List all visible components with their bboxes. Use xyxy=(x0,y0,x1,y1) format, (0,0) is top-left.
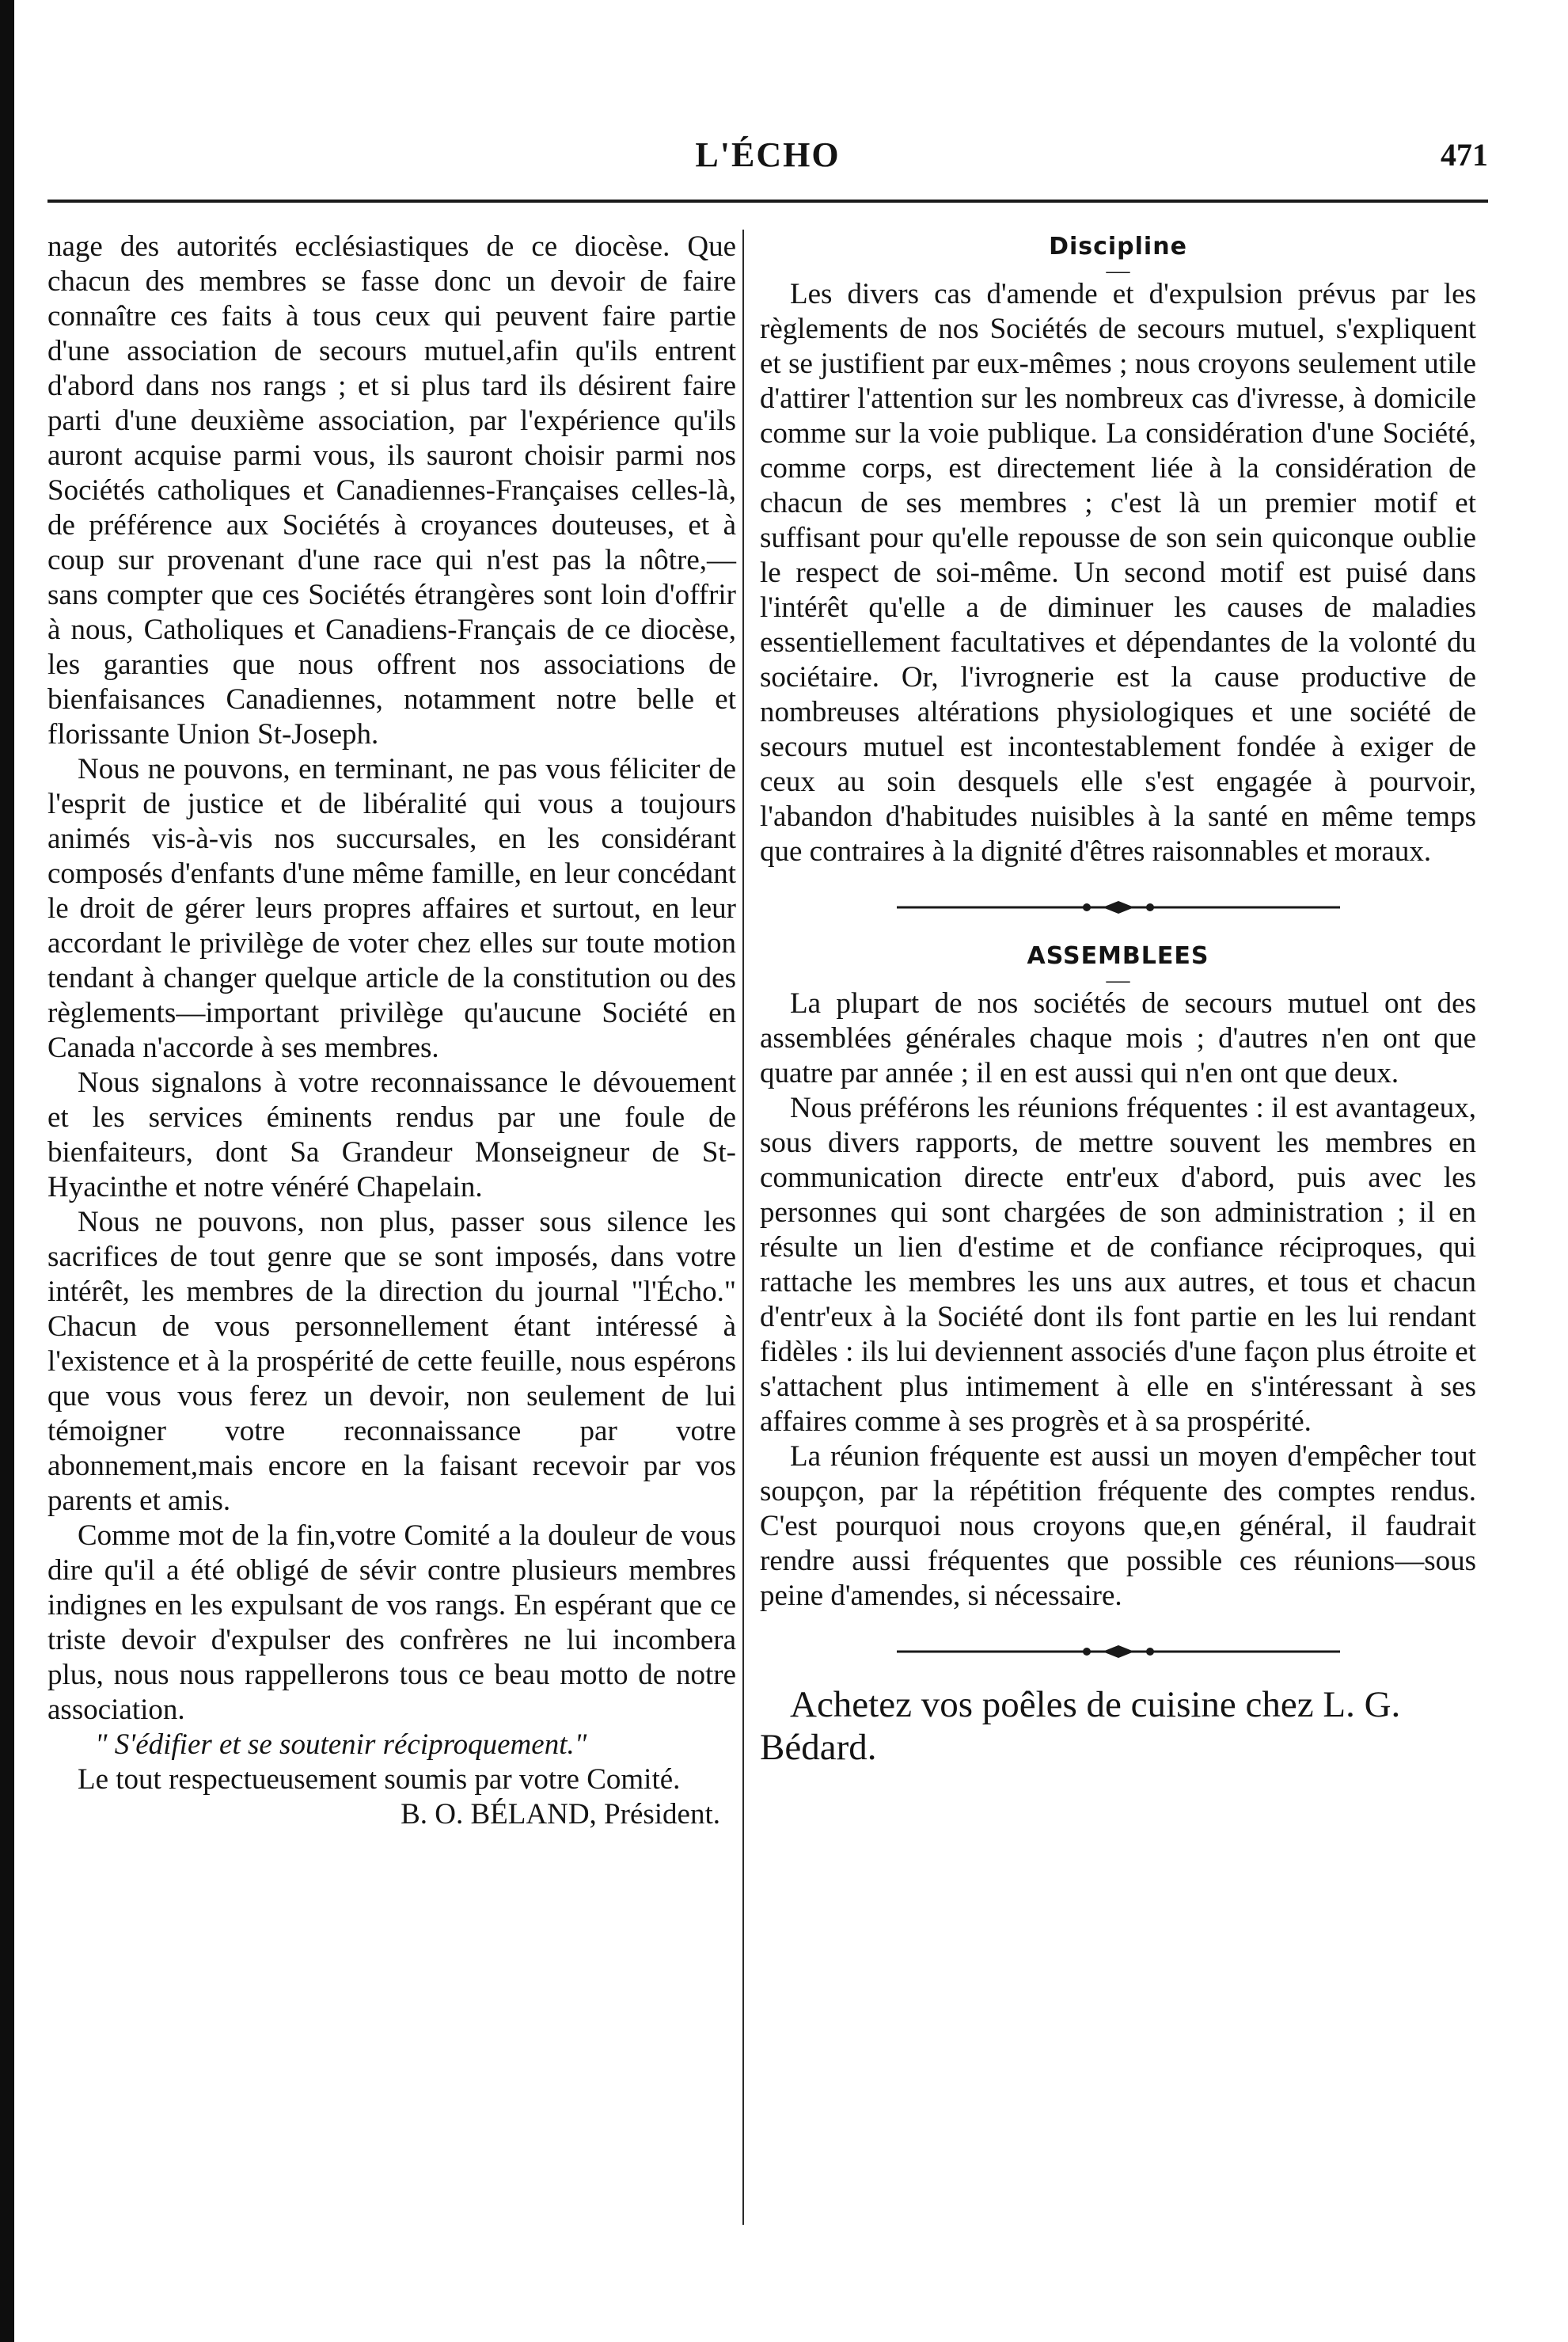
signature-title: Président. xyxy=(604,1798,720,1831)
paragraph: Nous ne pouvons, en terminant, ne pas vous féliciter de l'esprit de justice et de libéralité qui vous a toujours animés vis-à-vis nos succursales, en les considérant composés d'enfants d'une même famille, en leur concédant le droit de gérer leurs propres affaires et surtout, en leur accordant le privilège de voter chez elles sur toute motion tendant à changer quelque article de la constitution ou des règlements—important privilège qu'aucune Société en Canada n'accorde à ses membres. xyxy=(47,753,736,1064)
ornament-rule-icon xyxy=(897,899,1340,915)
right-column xyxy=(760,230,1476,1769)
section-ornament xyxy=(760,1644,1476,1660)
signature xyxy=(47,1797,736,1832)
scan-edge xyxy=(0,0,14,2342)
section-heading-discipline: Discipline xyxy=(1049,233,1187,260)
heading-dash: — xyxy=(1106,967,1130,993)
signature-name: B. O. BÉLAND, xyxy=(401,1798,597,1831)
section-heading-assemblees: ASSEMBLEES xyxy=(1027,942,1209,970)
section-ornament xyxy=(760,899,1476,915)
advertisement: Achetez vos poêles de cuisine chez L. G. Bédard. xyxy=(760,1684,1401,1768)
paragraph: Nous signalons à votre reconnaissance le dévouement et les services éminents rendus par une foule de bienfaiteurs, dont Sa Grandeur Monseigneur de St-Hyacinthe et notre vénéré Chapelain. xyxy=(47,1066,736,1203)
paragraph: Nous ne pouvons, non plus, passer sous silence les sacrifices de tout genre que se sont imposés, dans votre intérêt, les membres de la direction du journal "l'Écho." Chacun de vous personnellement étant intéressé à l'existence et à la prospérité de cette feuille, nous espérons que vous vous ferez un devoir, non seulement de lui témoigner votre reconnaissance par votre abonnement,mais encore en la faisant recevoir par vos parents et amis. xyxy=(47,1206,736,1517)
ornament-rule-icon xyxy=(897,1644,1340,1660)
paragraph: Les divers cas d'amende et d'expulsion prévus par les règlements de nos Sociétés de secours mutuel, s'expliquent et se justifient par eux-mêmes ; nous croyons seulement utile d'attirer l'attention sur les nombreux cas d'ivresse, à domicile comme sur la voie publique. La considération d'une Société, comme corps, est directement liée à la considération de chacun de ses membres ; c'est là un premier motif et suffisant pour qu'elle repousse de son sein quiconque oublie le respect de soi-même. Un second motif est puisé dans l'intérêt qu'elle a de diminuer les causes de maladies essentiellement facultatives et dépendantes de la volonté du sociétaire. Or, l'ivrognerie est la cause productive de nombreuses altérations physiologiques et une société de secours mutuel est incontestablement fondée à exiger de ceux au soin desquels elle s'est engagée à pourvoir, l'abandon d'habitudes nuisibles à la santé en même temps que contraires à la dignité d'êtres raisonnables et moraux. xyxy=(760,278,1476,868)
header-rule xyxy=(47,200,1488,203)
page-header xyxy=(47,135,1488,190)
paragraph: La réunion fréquente est aussi un moyen d'empêcher tout soupçon, par la répétition fréquente des comptes rendus. C'est pourquoi nous croyons que,en général, il faudrait rendre aussi fréquentes que possible ces réunions—sous peine d'amendes, si nécessaire. xyxy=(760,1440,1476,1612)
heading-dash: — xyxy=(1106,257,1130,283)
closing-line: Le tout respectueusement soumis par votre Comité. xyxy=(78,1763,681,1796)
paragraph: La plupart de nos sociétés de secours mutuel ont des assemblées générales chaque mois ; d'autres n'en ont que quatre par année ; il en est aussi qui n'en ont que deux. xyxy=(760,987,1476,1089)
paragraph: nage des autorités ecclésiastiques de ce diocèse. Que chacun des membres se fasse donc un devoir de faire connaître ces faits à tous ceux qui peuvent faire partie d'une association de secours mutuel,afin qu'ils entrent d'abord dans nos rangs ; et si plus tard ils désirent faire parti d'une deuxième association, par l'expérience qu'ils auront acquise parmi vous, ils sauront choisir parmi nos Sociétés catholiques et Canadiennes-Françaises celles-là, de préférence aux Sociétés à croyances douteuses, et à coup sur provenant d'une race qui n'est pas la nôtre,— sans compter que ces Sociétés étrangères sont loin d'offrir à nous, Catholiques et Canadiens-Français de ce diocèse, les garanties que nous offrent nos associations de bienfaisances Canadiennes, notamment notre belle et florissante Union St-Joseph. xyxy=(47,230,736,751)
motto: " S'édifier et se soutenir réciproquement." xyxy=(95,1728,587,1761)
paragraph: Nous préférons les réunions fréquentes : il est avantageux, sous divers rapports, de mettre souvent les membres en communication directe entr'eux d'abord, puis avec les personnes qui sont chargées de son administration ; il en résulte un lien d'estime et de confiance réciproques, qui rattache les membres les uns aux autres, et tous et chacun d'entr'eux à la Société dont ils font partie en les lui rendant fidèles : ils lui deviennent associés d'une façon plus étroite et s'attachent plus intimement à elle en s'intéressant à ses affaires comme à ses progrès et à sa prospérité. xyxy=(760,1092,1476,1438)
page-number: 471 xyxy=(1441,137,1488,173)
journal-title: L'ÉCHO xyxy=(695,135,841,174)
column-divider xyxy=(742,230,744,2225)
left-column xyxy=(47,230,736,1832)
paragraph: Comme mot de la fin,votre Comité a la douleur de vous dire qu'il a été obligé de sévir contre plusieurs membres indignes en les expulsant de vos rangs. En espérant que ce triste devoir d'expulser des confrères ne lui incombera plus, nous nous rappellerons tous ce beau motto de notre association. xyxy=(47,1519,736,1726)
